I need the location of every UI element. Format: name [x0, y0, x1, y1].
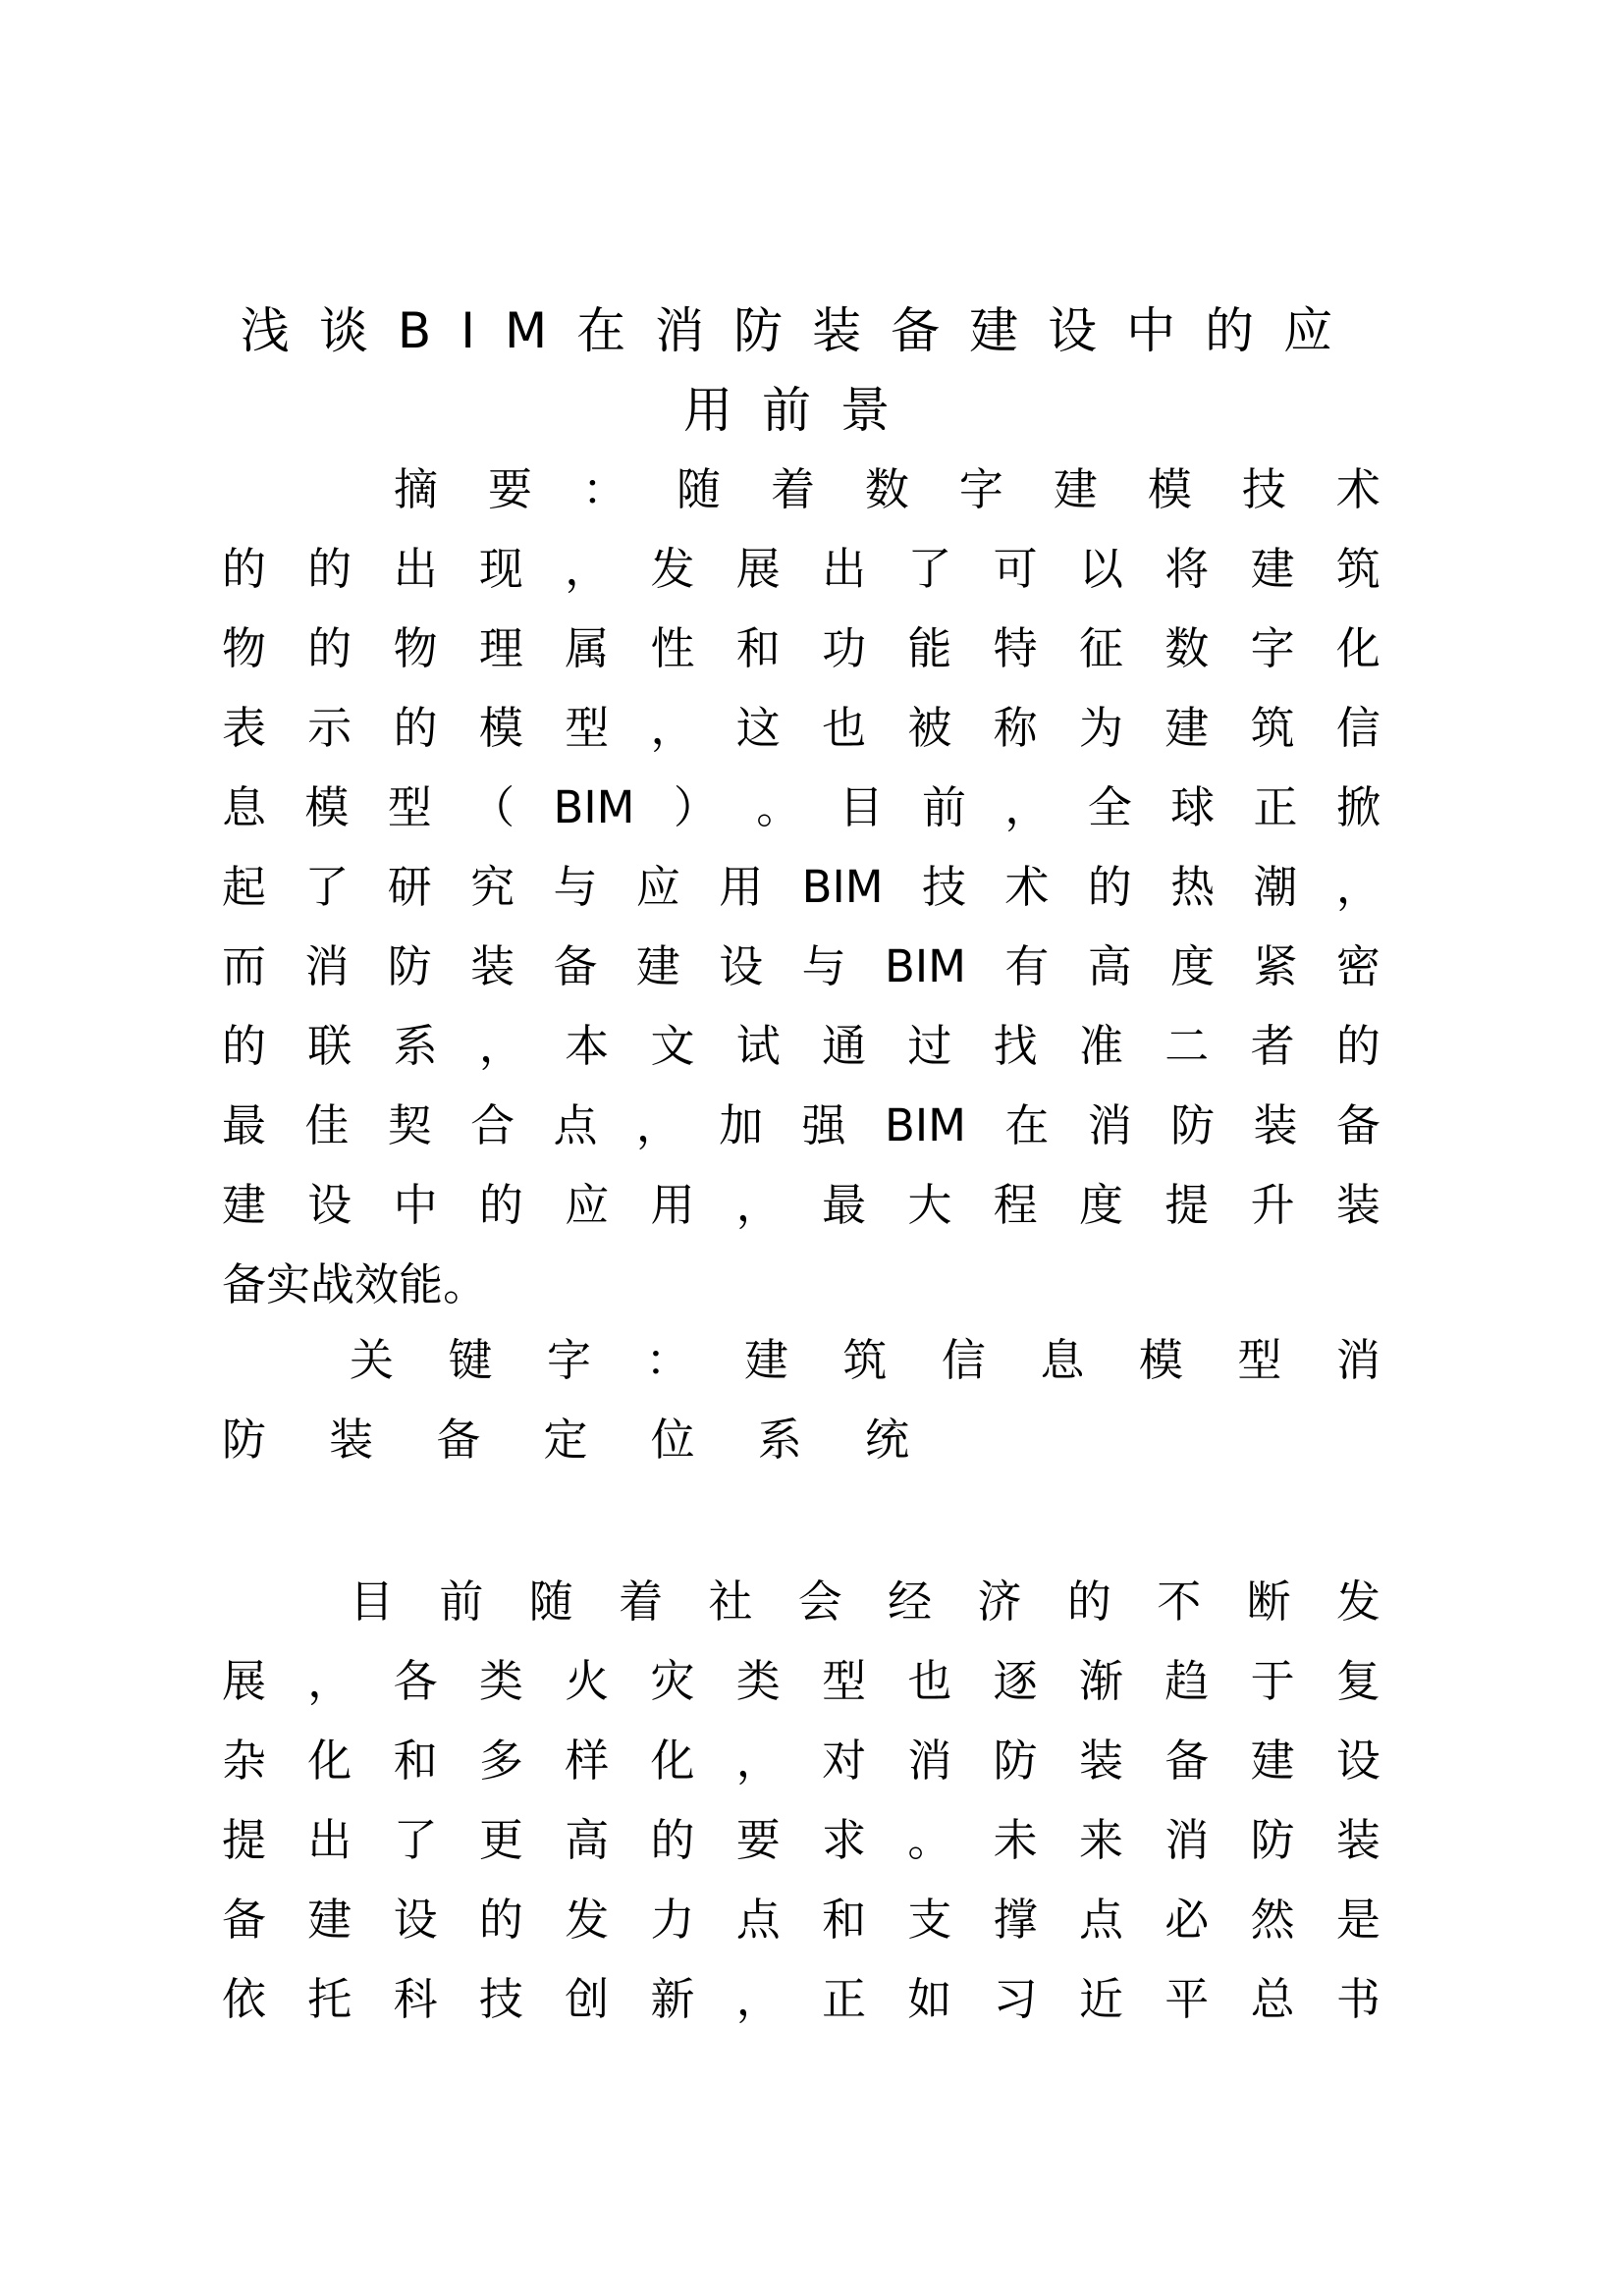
line-glyph: 设	[307, 1179, 352, 1231]
line-glyph: 应	[565, 1179, 610, 1231]
keywords-line	[222, 1401, 909, 1479]
line-glyph: （	[470, 781, 515, 833]
line-glyph: 建	[635, 940, 680, 992]
line-glyph: 提	[222, 1814, 267, 1866]
line-glyph: 系	[757, 1414, 802, 1466]
line-glyph: 也	[907, 1655, 952, 1707]
line-glyph: 数	[1164, 622, 1210, 674]
line-glyph: 全	[1087, 781, 1132, 833]
line-glyph: 文	[650, 1020, 695, 1072]
line-glyph: 备	[1335, 1099, 1380, 1151]
line-glyph: 强	[801, 1099, 846, 1151]
line-glyph: 防	[387, 940, 432, 992]
line-glyph: 位	[650, 1414, 695, 1466]
line-glyph: 创	[565, 1973, 610, 2025]
line-glyph: 息	[222, 781, 267, 833]
line-glyph: 紧	[1253, 940, 1298, 992]
line-glyph: 设	[719, 940, 764, 992]
line-glyph: 研	[387, 861, 432, 913]
line-glyph: ，	[650, 702, 695, 754]
line-glyph: 与	[553, 861, 598, 913]
body-line	[222, 1722, 1380, 1800]
line-glyph: 防	[1250, 1814, 1295, 1866]
line-glyph: 如	[907, 1973, 952, 2025]
line-glyph: 正	[1253, 781, 1298, 833]
line-glyph: ，	[735, 1179, 781, 1231]
line-glyph: 字	[1250, 622, 1295, 674]
line-glyph: 特	[993, 622, 1038, 674]
line-glyph: ：	[645, 1334, 690, 1386]
line-glyph: 的	[307, 622, 352, 674]
line-glyph: 着	[619, 1575, 664, 1628]
line-glyph: 以	[1078, 543, 1123, 595]
line-glyph: 装	[1253, 1099, 1298, 1151]
abstract-line	[222, 1166, 1380, 1245]
line-glyph: 来	[1078, 1814, 1123, 1866]
body-line	[222, 1563, 1380, 1641]
line-glyph: 应	[635, 861, 680, 913]
line-glyph: 出	[822, 543, 867, 595]
line-glyph: 度	[1078, 1179, 1123, 1231]
line-glyph: 筑	[1250, 702, 1295, 754]
line-glyph: 征	[1078, 622, 1123, 674]
line-glyph: 技	[478, 1973, 523, 2025]
body-line	[222, 1801, 1380, 1880]
line-glyph: 能	[399, 1258, 444, 1310]
line-glyph: 过	[907, 1020, 952, 1072]
document-title-line-2: 用前景	[683, 382, 919, 439]
line-glyph: 断	[1246, 1575, 1291, 1628]
line-glyph: 最	[222, 1099, 267, 1151]
line-glyph: 加	[719, 1099, 764, 1151]
line-glyph: 技	[921, 861, 966, 913]
line-glyph: 热	[1170, 861, 1216, 913]
body-line	[222, 1642, 1380, 1721]
line-glyph: 升	[1250, 1179, 1295, 1231]
line-glyph: 高	[1087, 940, 1132, 992]
line-glyph: 装	[329, 1414, 374, 1466]
line-glyph: 撑	[993, 1894, 1038, 1946]
line-glyph: ，	[735, 1735, 781, 1787]
line-glyph: 建	[307, 1894, 352, 1946]
document-title-line-1: 浅谈BIM在消防装备建设中的应	[240, 302, 1363, 359]
line-glyph: 可	[993, 543, 1038, 595]
body-line	[222, 1881, 1380, 1959]
line-glyph: ，	[307, 1655, 352, 1707]
line-glyph: 装	[1335, 1179, 1380, 1231]
line-glyph: 复	[1335, 1655, 1380, 1707]
line-glyph: 能	[907, 622, 952, 674]
line-glyph: 总	[1250, 1973, 1295, 2025]
line-glyph: 息	[1040, 1334, 1085, 1386]
line-glyph: 消	[1164, 1814, 1210, 1866]
line-glyph: 模	[478, 702, 523, 754]
line-glyph: 防	[222, 1414, 267, 1466]
line-glyph: 着	[770, 463, 815, 515]
line-glyph: 信	[941, 1334, 986, 1386]
line-glyph: 然	[1250, 1894, 1295, 1946]
line-glyph: 契	[387, 1099, 432, 1151]
line-glyph: 被	[907, 702, 952, 754]
line-glyph: 理	[478, 622, 523, 674]
line-glyph: 称	[993, 702, 1038, 754]
line-glyph: 出	[307, 1814, 352, 1866]
abstract-line	[222, 1007, 1380, 1086]
line-glyph: 究	[470, 861, 515, 913]
abstract-line	[222, 1246, 732, 1324]
line-glyph: 多	[478, 1735, 523, 1787]
line-glyph: 必	[1164, 1894, 1210, 1946]
abstract-line	[222, 610, 1380, 688]
line-glyph: 类	[735, 1655, 781, 1707]
line-glyph: 系	[393, 1020, 438, 1072]
line-glyph: 习	[993, 1973, 1038, 2025]
line-glyph: 力	[650, 1894, 695, 1946]
line-glyph: 统	[864, 1414, 909, 1466]
line-glyph: 为	[1078, 702, 1123, 754]
line-glyph: 了	[907, 543, 952, 595]
line-glyph: 本	[565, 1020, 610, 1072]
line-glyph: 对	[822, 1735, 867, 1787]
line-glyph: 类	[478, 1655, 523, 1707]
line-glyph: 的	[478, 1179, 523, 1231]
line-glyph: 程	[993, 1179, 1038, 1231]
line-glyph: 。	[756, 781, 801, 833]
line-glyph: 的	[222, 1020, 267, 1072]
line-glyph: 新	[650, 1973, 695, 2025]
line-glyph: 设	[393, 1894, 438, 1946]
line-glyph: 是	[1335, 1894, 1380, 1946]
line-glyph: 科	[393, 1973, 438, 2025]
line-glyph: 和	[393, 1735, 438, 1787]
line-glyph: 实	[266, 1258, 311, 1310]
abstract-line	[222, 1087, 1380, 1165]
line-glyph: 通	[822, 1020, 867, 1072]
line-glyph: 备	[1164, 1735, 1210, 1787]
line-glyph: 最	[822, 1179, 867, 1231]
line-glyph: 随	[676, 463, 721, 515]
line-glyph: 型	[387, 781, 432, 833]
line-glyph: BIM	[801, 861, 884, 913]
line-glyph: 渐	[1078, 1655, 1123, 1707]
line-glyph: BIM	[885, 1099, 966, 1151]
line-glyph: 摘	[394, 463, 439, 515]
line-glyph: 灾	[650, 1655, 695, 1707]
line-glyph: 点	[735, 1894, 781, 1946]
line-glyph: 术	[1335, 463, 1380, 515]
line-glyph: 的	[393, 702, 438, 754]
line-glyph: 度	[1170, 940, 1216, 992]
line-glyph: 会	[797, 1575, 842, 1628]
line-glyph: 与	[801, 940, 846, 992]
line-glyph: 性	[650, 622, 695, 674]
line-glyph: 掀	[1335, 781, 1380, 833]
line-glyph: 化	[650, 1735, 695, 1787]
line-glyph: 功	[822, 622, 867, 674]
line-glyph: 逐	[993, 1655, 1038, 1707]
line-glyph: 备	[553, 940, 598, 992]
line-glyph: 键	[448, 1334, 493, 1386]
line-glyph: 的	[650, 1814, 695, 1866]
line-glyph: 试	[735, 1020, 781, 1072]
line-glyph: 佳	[304, 1099, 350, 1151]
line-glyph: ，	[735, 1973, 781, 2025]
line-glyph: 点	[1078, 1894, 1123, 1946]
line-glyph: 化	[307, 1735, 352, 1787]
line-glyph: 备	[222, 1894, 267, 1946]
line-glyph: 的	[1087, 861, 1132, 913]
line-glyph: 。	[907, 1814, 952, 1866]
line-glyph: 目	[350, 1575, 395, 1628]
line-glyph: ，	[1004, 781, 1050, 833]
line-glyph: 随	[528, 1575, 573, 1628]
line-glyph: 起	[222, 861, 267, 913]
line-glyph: ，	[635, 1099, 680, 1151]
line-glyph: 定	[543, 1414, 588, 1466]
line-glyph: 物	[222, 622, 267, 674]
line-glyph: 球	[1170, 781, 1216, 833]
line-glyph: 于	[1250, 1655, 1295, 1707]
line-glyph: 未	[993, 1814, 1038, 1866]
line-glyph: 更	[478, 1814, 523, 1866]
line-glyph: 备	[436, 1414, 481, 1466]
abstract-line	[222, 530, 1380, 609]
line-glyph: 装	[1078, 1735, 1123, 1787]
line-glyph: 社	[708, 1575, 753, 1628]
line-glyph: 了	[304, 861, 350, 913]
line-glyph: 找	[993, 1020, 1038, 1072]
line-glyph: 发	[565, 1894, 610, 1946]
line-glyph: 近	[1078, 1973, 1123, 2025]
line-glyph: 济	[977, 1575, 1022, 1628]
line-glyph: 平	[1164, 1973, 1210, 2025]
line-glyph: 字	[958, 463, 1003, 515]
line-glyph: 效	[354, 1258, 400, 1310]
line-glyph: 将	[1164, 543, 1210, 595]
line-glyph: 有	[1004, 940, 1050, 992]
line-glyph: 也	[822, 702, 867, 754]
line-glyph: 密	[1335, 940, 1380, 992]
line-glyph: 模	[1138, 1334, 1183, 1386]
line-glyph: 准	[1078, 1020, 1123, 1072]
line-glyph: ，	[565, 543, 610, 595]
line-glyph: ）	[673, 781, 718, 833]
line-glyph: 依	[222, 1973, 267, 2025]
line-glyph: 求	[822, 1814, 867, 1866]
line-glyph: 消	[1335, 1334, 1380, 1386]
line-glyph: 装	[470, 940, 515, 992]
line-glyph: 防	[993, 1735, 1038, 1787]
abstract-line	[222, 928, 1380, 1006]
line-glyph: 目	[839, 781, 884, 833]
line-glyph: BIM	[553, 781, 635, 833]
line-glyph: 战	[310, 1258, 355, 1310]
line-glyph: 火	[565, 1655, 610, 1707]
line-glyph: 用	[719, 861, 764, 913]
line-glyph: 样	[565, 1735, 610, 1787]
line-glyph: 建	[222, 1179, 267, 1231]
line-glyph: 防	[1170, 1099, 1216, 1151]
line-glyph: 术	[1004, 861, 1050, 913]
abstract-line	[222, 451, 1380, 529]
line-glyph: 和	[822, 1894, 867, 1946]
line-glyph: 发	[1335, 1575, 1380, 1628]
line-glyph: 了	[393, 1814, 438, 1866]
line-glyph: 大	[907, 1179, 952, 1231]
abstract-line	[222, 689, 1380, 768]
line-glyph: 各	[393, 1655, 438, 1707]
line-glyph: 杂	[222, 1735, 267, 1787]
line-glyph: 二	[1164, 1020, 1210, 1072]
line-glyph: 者	[1250, 1020, 1295, 1072]
line-glyph: 示	[307, 702, 352, 754]
line-glyph: 合	[470, 1099, 515, 1151]
line-glyph: 托	[307, 1973, 352, 2025]
line-glyph: 的	[478, 1894, 523, 1946]
line-glyph: 建	[743, 1334, 788, 1386]
line-glyph: 化	[1335, 622, 1380, 674]
line-glyph: ，	[478, 1020, 523, 1072]
line-glyph: 出	[393, 543, 438, 595]
line-glyph: 信	[1335, 702, 1380, 754]
keywords-line	[222, 1321, 1380, 1400]
line-glyph: 。	[443, 1258, 488, 1310]
line-glyph: ：	[581, 463, 626, 515]
abstract-line	[222, 848, 1380, 927]
line-glyph: 前	[439, 1575, 484, 1628]
line-glyph: 建	[1053, 463, 1098, 515]
line-glyph: 前	[921, 781, 966, 833]
line-glyph: 正	[822, 1973, 867, 2025]
line-glyph: 设	[1335, 1735, 1380, 1787]
line-glyph: 的	[222, 543, 267, 595]
line-glyph: 要	[735, 1814, 781, 1866]
line-glyph: 模	[304, 781, 350, 833]
line-glyph: 趋	[1164, 1655, 1210, 1707]
line-glyph: 建	[1250, 543, 1295, 595]
abstract-line	[222, 769, 1380, 847]
line-glyph: 在	[1004, 1099, 1050, 1151]
line-glyph: 支	[907, 1894, 952, 1946]
line-glyph: 建	[1164, 702, 1210, 754]
line-glyph: 备	[222, 1258, 267, 1310]
line-glyph: 关	[350, 1334, 395, 1386]
line-glyph: 表	[222, 702, 267, 754]
line-glyph: 技	[1241, 463, 1286, 515]
line-glyph: 消	[1087, 1099, 1132, 1151]
line-glyph: ，	[1335, 861, 1380, 913]
line-glyph: 中	[393, 1179, 438, 1231]
line-glyph: 要	[487, 463, 532, 515]
line-glyph: 的	[1066, 1575, 1111, 1628]
body-line	[222, 1960, 1380, 2039]
line-glyph: 提	[1164, 1179, 1210, 1231]
line-glyph: 发	[650, 543, 695, 595]
line-glyph: 消	[304, 940, 350, 992]
line-glyph: 展	[222, 1655, 267, 1707]
line-glyph: 展	[735, 543, 781, 595]
line-glyph: 的	[307, 543, 352, 595]
line-glyph: 高	[565, 1814, 610, 1866]
line-glyph: 点	[553, 1099, 598, 1151]
line-glyph: 这	[735, 702, 781, 754]
line-glyph: 型	[822, 1655, 867, 1707]
line-glyph: 用	[650, 1179, 695, 1231]
line-glyph: 不	[1157, 1575, 1202, 1628]
line-glyph: 字	[546, 1334, 591, 1386]
line-glyph: 筑	[842, 1334, 888, 1386]
line-glyph: 潮	[1253, 861, 1298, 913]
line-glyph: 联	[307, 1020, 352, 1072]
line-glyph: 书	[1335, 1973, 1380, 2025]
line-glyph: 筑	[1335, 543, 1380, 595]
line-glyph: 型	[1237, 1334, 1282, 1386]
line-glyph: 经	[888, 1575, 933, 1628]
line-glyph: 而	[222, 940, 267, 992]
line-glyph: 型	[565, 702, 610, 754]
line-glyph: 现	[478, 543, 523, 595]
line-glyph: 的	[1335, 1020, 1380, 1072]
line-glyph: 属	[565, 622, 610, 674]
line-glyph: 模	[1147, 463, 1192, 515]
line-glyph: BIM	[885, 940, 966, 992]
line-glyph: 和	[735, 622, 781, 674]
line-glyph: 建	[1250, 1735, 1295, 1787]
line-glyph: 物	[393, 622, 438, 674]
line-glyph: 消	[907, 1735, 952, 1787]
line-glyph: 数	[864, 463, 909, 515]
line-glyph: 装	[1335, 1814, 1380, 1866]
